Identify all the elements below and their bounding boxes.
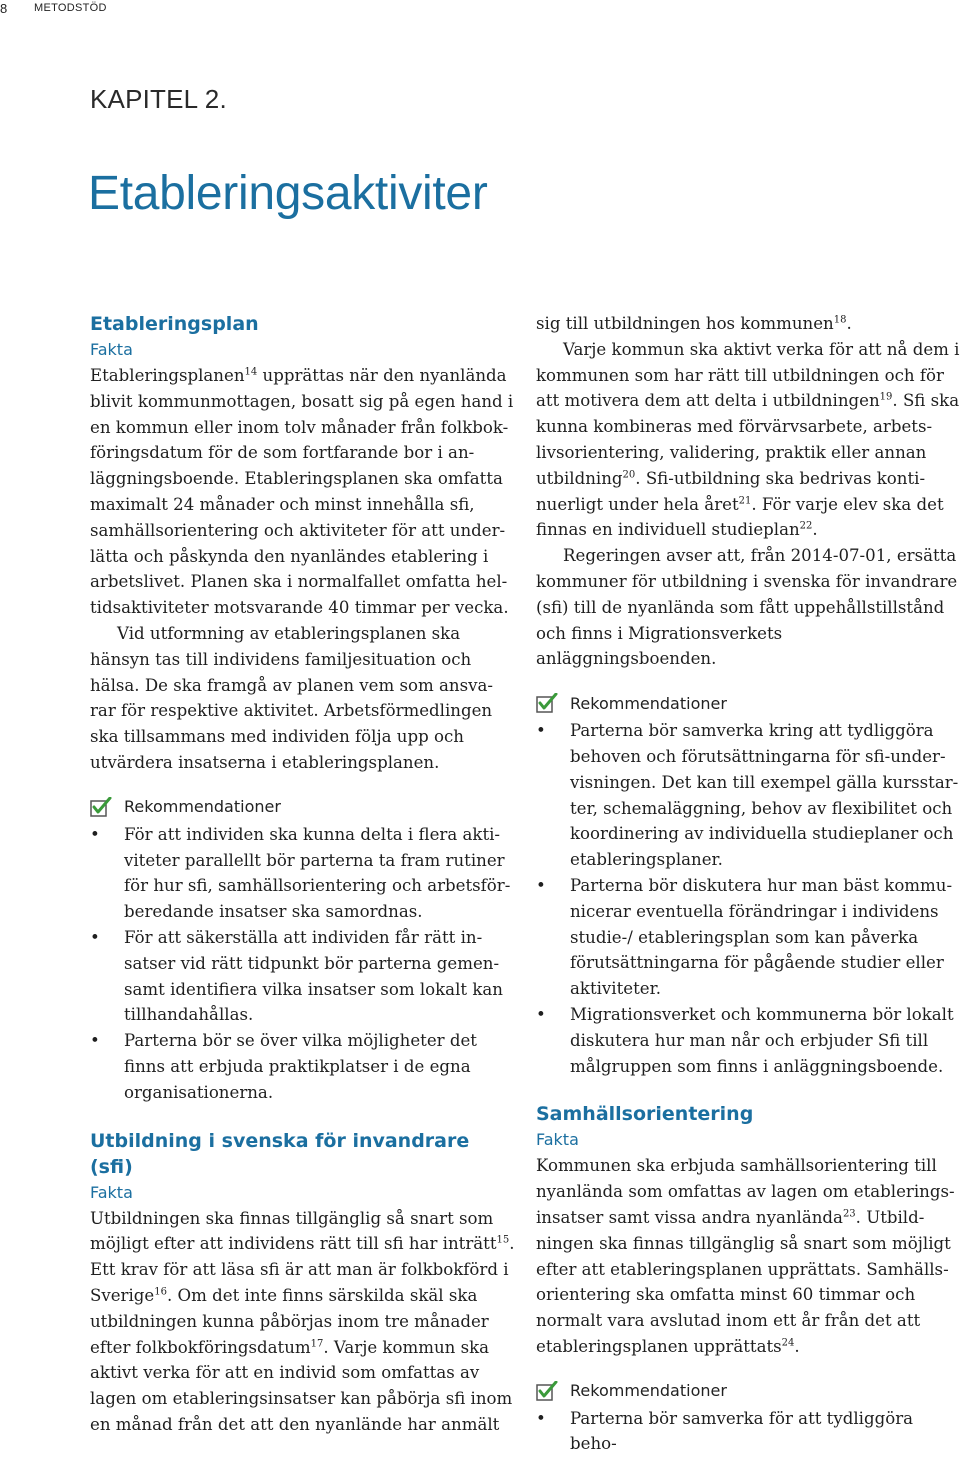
paragraph: sig till utbildningen hos kommunen$^{18}$.	[536, 314, 852, 333]
fakta-label: Fakta	[90, 1182, 133, 1202]
left-column	[90, 311, 515, 1438]
list-item: • Parterna bör se över vilka möjligheter det finns att erbjuda praktikplatser i de egna organisationerna.	[90, 1031, 477, 1102]
list-item: • Parterna bör samverka kring att tydliggöra behoven och förutsättningarna för sfi-under-visningen. Det kan till exempel gälla kursstar-ter, schemaläggning, behov av flexibilitet och koordinering av individuella studieplaner och etableringsplaner.	[536, 721, 959, 870]
paragraph: Varje kommun ska aktivt verka för att nå dem i kommunen som har rätt till utbildningen och för att motivera dem att delta i utbildningen$^{19}$. Sfi ska kunna kombineras med förvärvsarbete, arbets-livsorientering, validering, praktik eller annan utbildning$^{20}$. Sfi-utbildning ska bedrivas konti-nuerligt under hela året$^{21}$. För varje elev ska det finnas en individuell studieplan$^{22}$.	[536, 339, 960, 540]
chapter-label: KAPITEL 2.	[90, 84, 227, 114]
list-item: • Migrationsverket och kommunerna bör lokalt diskutera hur man når och erbjuder Sfi till målgruppen som finns i anläggningsboende.	[536, 1004, 954, 1076]
list-item: • För att individen ska kunna delta i flera akti-viteter parallellt bör parterna ta fram rutiner för hur sfi, samhällsorientering och arbetsför-beredande insatser ska samordnas.	[90, 824, 511, 922]
paragraph: Kommunen ska erbjuda samhällsorientering till nyanlända som omfattas av lagen om etablerings-insatser samt vissa andra nyanlända$^{23}$. Utbild-ningen ska finnas tillgänglig så snart som möjligt efter att etableringsplanen upprättats. Samhälls-orientering ska omfatta minst 60 timmar och normalt vara avslutad inom ett år från det att etableringsplanen upprättats$^{24}$.	[536, 1156, 955, 1356]
recommendations-list	[90, 822, 515, 1106]
list-item: • För att säkerställa att individen får rätt in-satser vid rätt tidpunkt bör parterna gemen-samt identifiera vilka insatser som lokalt kan tillhandahållas.	[90, 927, 503, 1025]
list-item: • Parterna bör diskutera hur man bäst kommu-nicerar eventuella förändringar i individens studie-/ etableringsplan som kan påverka förutsättningarna för pågående studier eller aktiviteter.	[536, 875, 953, 999]
recommendations-title: Rekommendationer	[570, 1381, 727, 1401]
heading-sfi: Utbildning i svenska för invandrare (sfi)	[90, 1129, 470, 1178]
recommendations-list	[536, 1406, 960, 1457]
heading-samhallsorientering: Samhällsorientering	[536, 1103, 754, 1126]
recommendations-header	[536, 690, 960, 716]
paragraph: Regeringen avser att, från 2014-07-01, ersätta kommuner för utbildning i svenska för invandrare (sfi) till de nyanlända som fått uppehållstillstånd och finns i Migrationsverkets anläggningsboenden.	[536, 546, 958, 669]
checkbox-check-icon	[536, 693, 558, 713]
paragraph: Vid utformning av etableringsplanen ska hänsyn tas till individens familjesituation och hälsa. De ska framgå av planen vem som ansva-rar för respektive aktivitet. Arbetsförmedlingen ska tillsammans med individen följa upp och utvärdera insatserna i etableringsplanen.	[90, 623, 493, 772]
checkbox-check-icon	[90, 797, 112, 817]
recommendations-header	[536, 1378, 960, 1404]
section-label: METODSTÖD	[34, 2, 107, 14]
paragraph: Etableringsplanen$^{14}$ upprättas när den nyanlända blivit kommunmottagen, bosatt sig på egen hand i en kommun eller inom tolv månader från folkbok-föringsdatum för de som fortfarande bor i an-läggningsboende. Etableringsplanen ska omfatta maximalt 24 månader och minst innehålla sfi, samhällsorientering och aktiviteter för att under-lätta och påskynda den nyanländes etablering i arbetslivet. Planen ska i normalfallet omfatta hel-tidsaktiviteter motsvarande 40 timmar per vecka.	[90, 366, 514, 618]
recommendations-title: Rekommendationer	[124, 797, 281, 817]
fakta-label: Fakta	[90, 340, 133, 359]
recommendations-title: Rekommendationer	[570, 693, 727, 713]
heading-etableringsplan: Etableringsplan	[90, 313, 259, 335]
recommendations-header	[90, 794, 515, 820]
checkbox-check-icon	[536, 1381, 558, 1401]
paragraph: Utbildningen ska finnas tillgänglig så snart som möjligt efter att individens rätt till sfi har inträtt$^{15}$. Ett krav för att läsa sfi är att man är folkbokförd i Sverige$^{16}$. Om det inte finns särskilda skäl ska utbildningen kunna påbörjas inom tre månader efter folkbokföringsdatum$^{17}$. Varje kommun ska aktivt verka för att en individ som omfattas av lagen om etableringsinsatser kan påbörja sfi inom en månad från det att den nyanlände har anmält	[90, 1208, 515, 1434]
right-column	[536, 311, 960, 1457]
page-title: Etableringsaktiviter	[88, 167, 488, 220]
list-item: • Parterna bör samverka för att tydliggöra beho-	[536, 1408, 914, 1454]
fakta-label: Fakta	[536, 1130, 579, 1150]
page-number: 8	[0, 1, 8, 16]
recommendations-list	[536, 718, 960, 1079]
